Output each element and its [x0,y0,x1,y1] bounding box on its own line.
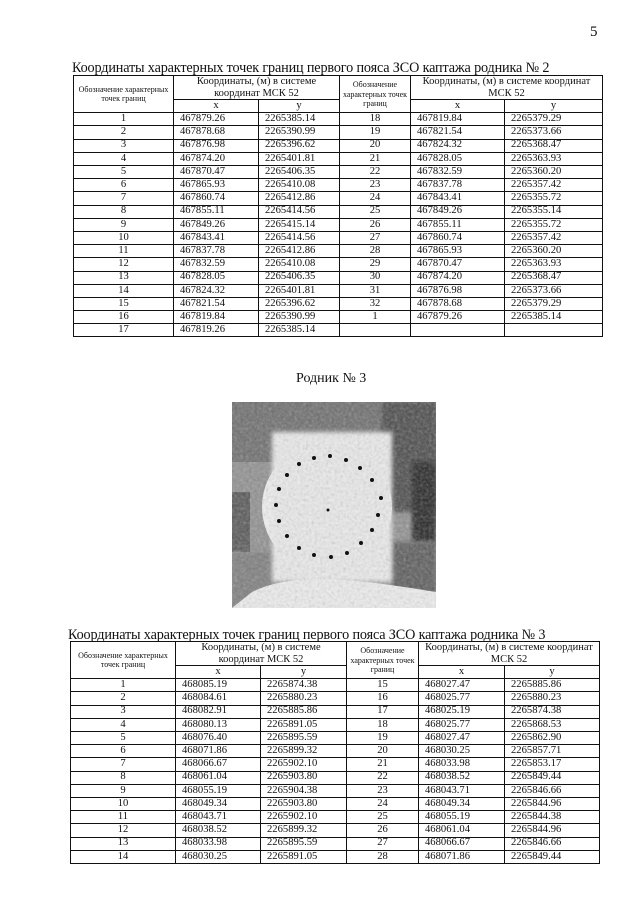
coord-x: 467855.11 [411,218,505,231]
point-number: 2 [74,126,174,139]
point-number: 20 [340,139,411,152]
coord-x: 468027.47 [419,732,505,745]
coord-x: 468084.61 [176,692,261,705]
coord-y: 2265396.62 [259,139,340,152]
coord-x: 468071.86 [419,850,505,863]
coord-y: 2265406.35 [259,166,340,179]
table-row [71,692,600,705]
point-number: 22 [347,771,419,784]
point-number: 13 [74,271,174,284]
header-x: x [411,100,505,113]
coord-y: 2265857.71 [505,745,600,758]
point-number: 6 [74,179,174,192]
table-row [74,324,603,337]
point-number: 8 [74,205,174,218]
table-row [74,205,603,218]
table-row [74,126,603,139]
header-y: y [505,666,600,679]
point-number: 19 [340,126,411,139]
coord-x: 468038.52 [419,771,505,784]
coord-x: 467874.20 [411,271,505,284]
coord-y: 2265401.81 [259,152,340,165]
point-number: 11 [71,811,176,824]
coord-x: 468085.19 [176,679,261,692]
coord-y: 2265363.93 [505,152,603,165]
coord-y: 2265874.38 [505,705,600,718]
point-number: 7 [74,192,174,205]
coord-x: 468055.19 [419,811,505,824]
coord-x: 468055.19 [176,784,261,797]
header-y: y [259,100,340,113]
coord-y: 2265390.99 [259,311,340,324]
table-body [74,113,603,337]
coord-y: 2265415.14 [259,218,340,231]
coord-y: 2265846.66 [505,837,600,850]
table-row [74,113,603,126]
coord-y: 2265410.08 [259,179,340,192]
coordinates-table-spring-3 [70,641,600,864]
coord-x: 468025.77 [419,718,505,731]
header-designation: Обозначение характерных точек границ [74,76,174,113]
coord-x: 467828.05 [411,152,505,165]
point-number: 26 [347,824,419,837]
point-number: 18 [340,113,411,126]
coord-x: 467821.54 [411,126,505,139]
coord-x: 468025.77 [419,692,505,705]
point-number: 5 [71,732,176,745]
coord-y: 2265406.35 [259,271,340,284]
coord-y: 2265368.47 [505,271,603,284]
table-row [74,179,603,192]
coord-x: 467860.74 [411,231,505,244]
coord-y: 2265390.99 [259,126,340,139]
coord-y: 2265846.66 [505,784,600,797]
coord-x: 467849.26 [411,205,505,218]
coord-y: 2265880.23 [261,692,347,705]
point-number: 24 [340,192,411,205]
point-number: 7 [71,758,176,771]
point-number: 8 [71,771,176,784]
coord-x: 467837.78 [174,245,259,258]
coord-y: 2265396.62 [259,297,340,310]
coord-y: 2265357.42 [505,231,603,244]
coord-y: 2265895.59 [261,837,347,850]
point-number: 12 [74,258,174,271]
coord-x: 467828.05 [174,271,259,284]
header-x: x [176,666,261,679]
point-number: 1 [74,113,174,126]
coord-y: 2265874.38 [261,679,347,692]
point-number: 9 [74,218,174,231]
header-y: y [261,666,347,679]
header-coordinates: Координаты, (м) в системе координат МСК 52 [411,76,603,100]
coord-x: 468049.34 [419,797,505,810]
coord-y: 2265355.72 [505,192,603,205]
coord-x: 467870.47 [411,258,505,271]
table-row [74,218,603,231]
header-designation: Обозначение характерных точек границ [71,642,176,679]
point-number: 23 [347,784,419,797]
header-coordinates: Координаты, (м) в системе координат МСК 52 [174,76,340,100]
coord-y: 2265903.80 [261,771,347,784]
point-number: 21 [347,758,419,771]
header-coordinates: Координаты, (м) в системе координат МСК 52 [419,642,600,666]
coord-x: 467879.26 [174,113,259,126]
coord-y: 2265360.20 [505,166,603,179]
coord-x: 468061.04 [419,824,505,837]
spring-3-photo [232,402,436,608]
table-title-spring-3: Координаты характерных точек границ первого пояса ЗСО каптажа родника № 3 [68,627,546,643]
spring-3-heading: Родник № 3 [296,371,367,386]
coord-y: 2265373.66 [505,284,603,297]
coord-x: 467843.41 [411,192,505,205]
coord-y: 2265410.08 [259,258,340,271]
coord-x: 467819.84 [411,113,505,126]
header-x: x [174,100,259,113]
point-number: 10 [74,231,174,244]
point-number: 23 [340,179,411,192]
point-number: 2 [71,692,176,705]
point-number: 11 [74,245,174,258]
coord-y: 2265355.72 [505,218,603,231]
coord-x: 467824.32 [174,284,259,297]
coord-y: 2265373.66 [505,126,603,139]
point-number: 9 [71,784,176,797]
coord-x: 467876.98 [411,284,505,297]
coord-x: 467824.32 [411,139,505,152]
point-number: 17 [347,705,419,718]
coord-y: 2265902.10 [261,811,347,824]
coord-x: 467865.93 [174,179,259,192]
coord-x: 468043.71 [419,784,505,797]
point-number: 30 [340,271,411,284]
coord-y: 2265862.90 [505,732,600,745]
point-number: 24 [347,797,419,810]
coord-x: 467837.78 [411,179,505,192]
point-number: 4 [74,152,174,165]
coord-x: 467870.47 [174,166,259,179]
point-number: 22 [340,166,411,179]
coord-y: 2265414.56 [259,231,340,244]
point-number: 16 [347,692,419,705]
coord-x: 467821.54 [174,297,259,310]
coord-x: 468025.19 [419,705,505,718]
coord-x: 468033.98 [419,758,505,771]
coord-y: 2265385.14 [505,311,603,324]
table-row [71,811,600,824]
coord-x: 467879.26 [411,311,505,324]
header-coordinates: Координаты, (м) в системе координат МСК 52 [176,642,347,666]
point-number: 29 [340,258,411,271]
point-number: 10 [71,797,176,810]
coord-y: 2265360.20 [505,245,603,258]
coord-y [505,324,603,337]
coord-y: 2265903.80 [261,797,347,810]
point-number: 17 [74,324,174,337]
coord-x: 468061.04 [176,771,261,784]
table-row [74,297,603,310]
coord-x: 467855.11 [174,205,259,218]
point-number: 13 [71,837,176,850]
coord-y: 2265357.42 [505,179,603,192]
page-number: 5 [590,24,598,40]
coord-y: 2265844.38 [505,811,600,824]
coord-x: 467819.26 [174,324,259,337]
coord-x: 468080.13 [176,718,261,731]
table-row [74,284,603,297]
point-number: 25 [340,205,411,218]
coord-y: 2265853.17 [505,758,600,771]
coord-x: 467860.74 [174,192,259,205]
coord-x: 468030.25 [419,745,505,758]
coord-y: 2265844.96 [505,824,600,837]
table-row [71,705,600,718]
table-row [71,758,600,771]
point-number: 31 [340,284,411,297]
coord-y: 2265891.05 [261,850,347,863]
coord-y: 2265401.81 [259,284,340,297]
point-number: 19 [347,732,419,745]
point-number: 1 [71,679,176,692]
table-row [71,824,600,837]
point-number: 28 [340,245,411,258]
table-row [71,837,600,850]
coord-x: 468082.91 [176,705,261,718]
coord-y: 2265412.86 [259,245,340,258]
header-x: x [419,666,505,679]
coord-y: 2265412.86 [259,192,340,205]
coord-x: 467832.59 [174,258,259,271]
coordinates-table-spring-2 [73,75,603,337]
point-number: 25 [347,811,419,824]
table-body [71,679,600,864]
point-number: 27 [347,837,419,850]
table-row [74,245,603,258]
coord-y: 2265902.10 [261,758,347,771]
point-number: 3 [74,139,174,152]
coord-x: 467874.20 [174,152,259,165]
table-row [74,258,603,271]
point-number: 15 [347,679,419,692]
coord-y: 2265414.56 [259,205,340,218]
coord-x: 468071.86 [176,745,261,758]
coord-y: 2265899.32 [261,824,347,837]
point-number: 26 [340,218,411,231]
table-row [71,797,600,810]
point-number: 18 [347,718,419,731]
coord-y: 2265379.29 [505,297,603,310]
coord-y: 2265379.29 [505,113,603,126]
coord-x: 468076.40 [176,732,261,745]
table-row [71,718,600,731]
coord-x: 467843.41 [174,231,259,244]
table-row [74,152,603,165]
table-row [74,192,603,205]
coord-x: 468049.34 [176,797,261,810]
coord-x: 468043.71 [176,811,261,824]
point-number: 32 [340,297,411,310]
coord-x: 467849.26 [174,218,259,231]
table-row [71,732,600,745]
point-number: 28 [347,850,419,863]
point-number: 6 [71,745,176,758]
coord-y: 2265849.44 [505,771,600,784]
coord-y: 2265844.96 [505,797,600,810]
coord-x: 467832.59 [411,166,505,179]
coord-x: 468027.47 [419,679,505,692]
coord-y: 2265891.05 [261,718,347,731]
table-row [71,745,600,758]
coord-y: 2265899.32 [261,745,347,758]
coord-x: 468033.98 [176,837,261,850]
point-number: 21 [340,152,411,165]
coord-y: 2265885.86 [505,679,600,692]
point-number: 1 [340,311,411,324]
coord-x: 468038.52 [176,824,261,837]
header-designation: Обозначение характерных точек границ [347,642,419,679]
coord-y: 2265904.38 [261,784,347,797]
coord-y: 2265885.86 [261,705,347,718]
coord-y: 2265368.47 [505,139,603,152]
point-number: 14 [74,284,174,297]
coord-y: 2265868.53 [505,718,600,731]
table-row [71,771,600,784]
coord-y: 2265385.14 [259,324,340,337]
table-row [71,784,600,797]
point-number: 5 [74,166,174,179]
point-number: 4 [71,718,176,731]
coord-y: 2265880.23 [505,692,600,705]
coord-y: 2265849.44 [505,850,600,863]
table-row [71,679,600,692]
coord-x [411,324,505,337]
point-number [340,324,411,337]
table-row [74,139,603,152]
coord-x: 467876.98 [174,139,259,152]
table-row [74,311,603,324]
table-row [71,850,600,863]
coord-y: 2265363.93 [505,258,603,271]
coord-x: 467865.93 [411,245,505,258]
coord-x: 468066.67 [419,837,505,850]
coord-y: 2265355.14 [505,205,603,218]
point-number: 16 [74,311,174,324]
table-title-spring-2: Координаты характерных точек границ первого пояса ЗСО каптажа родника № 2 [72,60,550,76]
coord-x: 467878.68 [174,126,259,139]
table-row [74,271,603,284]
header-designation: Обозначение характерных точек границ [340,76,411,113]
point-number: 20 [347,745,419,758]
coord-y: 2265895.59 [261,732,347,745]
point-number: 14 [71,850,176,863]
coord-x: 467878.68 [411,297,505,310]
coord-x: 468066.67 [176,758,261,771]
point-number: 27 [340,231,411,244]
coord-x: 468030.25 [176,850,261,863]
header-y: y [505,100,603,113]
coord-y: 2265385.14 [259,113,340,126]
coord-x: 467819.84 [174,311,259,324]
table-row [74,231,603,244]
point-number: 15 [74,297,174,310]
point-number: 12 [71,824,176,837]
table-row [74,166,603,179]
point-number: 3 [71,705,176,718]
